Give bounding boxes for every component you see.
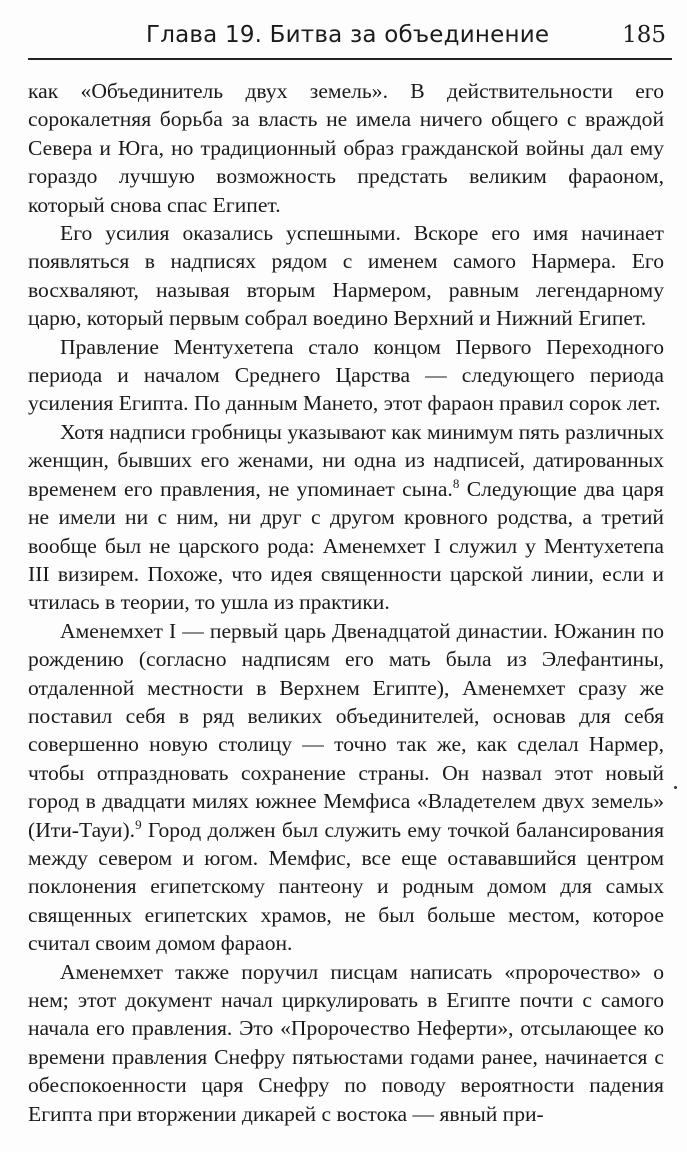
paragraph-5-text-start: Аменемхет I — первый царь Двенадцатой династии. Южанин по рождению (согласно надписям его мать была из Элефантины, отдаленной местности в Верхнем Египте), Аменемхет сразу же поставил себя в ряд великих объединителей, основав для себя совершенно новую столицу — точно так же, как сделал Нармер, чтобы отпраздновать сохранение страны. Он назвал этот новый город в двадцати милях южнее Мемфиса «Владетелем двух земель» (Ити-Тауи).	[28, 618, 664, 842]
paragraph-4	[28, 418, 664, 617]
page-number: 185	[622, 22, 666, 48]
scan-speck	[674, 786, 677, 789]
footnote-marker-8: 8	[452, 475, 460, 491]
running-header	[28, 18, 672, 60]
paragraph-3: Правление Ментухетепа стало концом Первого Переходного периода и началом Среднего Царства — следующего периода усиления Египта. По данным Мането, этот фараон правил сорок лет.	[28, 334, 664, 416]
body-text	[28, 77, 664, 1128]
paragraph-4-text-start: Хотя надписи гробницы указывают как минимум пять различных женщин, бывших его женами, ни одна из надписей, датированных временем его правления, не упоминает сына.	[28, 419, 664, 501]
footnote-marker-9: 9	[135, 816, 142, 832]
paragraph-6: Аменемхет также поручил писцам написать «пророчество» о нем; этот документ начал циркулировать в Египте почти с самого начала его правления. Это «Пророчество Неферти», отсылающее ко времени правления Снефру пятьюстами годами ранее, начинается с обеспокоенности царя Снефру по поводу вероятности падения Египта при вторжении дикарей с востока — явный при-	[28, 959, 664, 1126]
chapter-title: Глава 19. Битва за объединение	[146, 22, 550, 48]
paragraph-1: как «Объединитель двух земель». В действительности его сорокалетняя борьба за власть не имела ничего общего с враждой Севера и Юга, но традиционный образ гражданской войны дал ему гораздо лучшую возможность предстать великим фараоном, который снова спас Египет.	[28, 79, 664, 217]
paragraph-5-text-end: Город должен был служить ему точкой балансирования между севером и югом. Мемфис, все еще остававшийся центром поклонения египетскому пантеону и родным домом для самых священных египетских храмов, не был больше местом, которое считал своим домом фараон.	[28, 817, 664, 956]
paragraph-4-text-end: Следующие два царя не имели ни с ним, ни друг с другом кровного родства, а третий вообще был не царского рода: Аменемхет I служил у Ментухетепа III визирем. Похоже, что идея священности царской линии, если и чтилась в теории, то ушла из практики.	[28, 476, 664, 615]
paragraph-5	[28, 617, 664, 958]
paragraph-2: Его усилия оказались успешными. Вскоре его имя начинает появляться в надписях рядом с именем самого Нармера. Его восхваляют, называя вторым Нармером, равным легендарному царю, который первым собрал воедино Верхний и Нижний Египет.	[28, 221, 664, 331]
